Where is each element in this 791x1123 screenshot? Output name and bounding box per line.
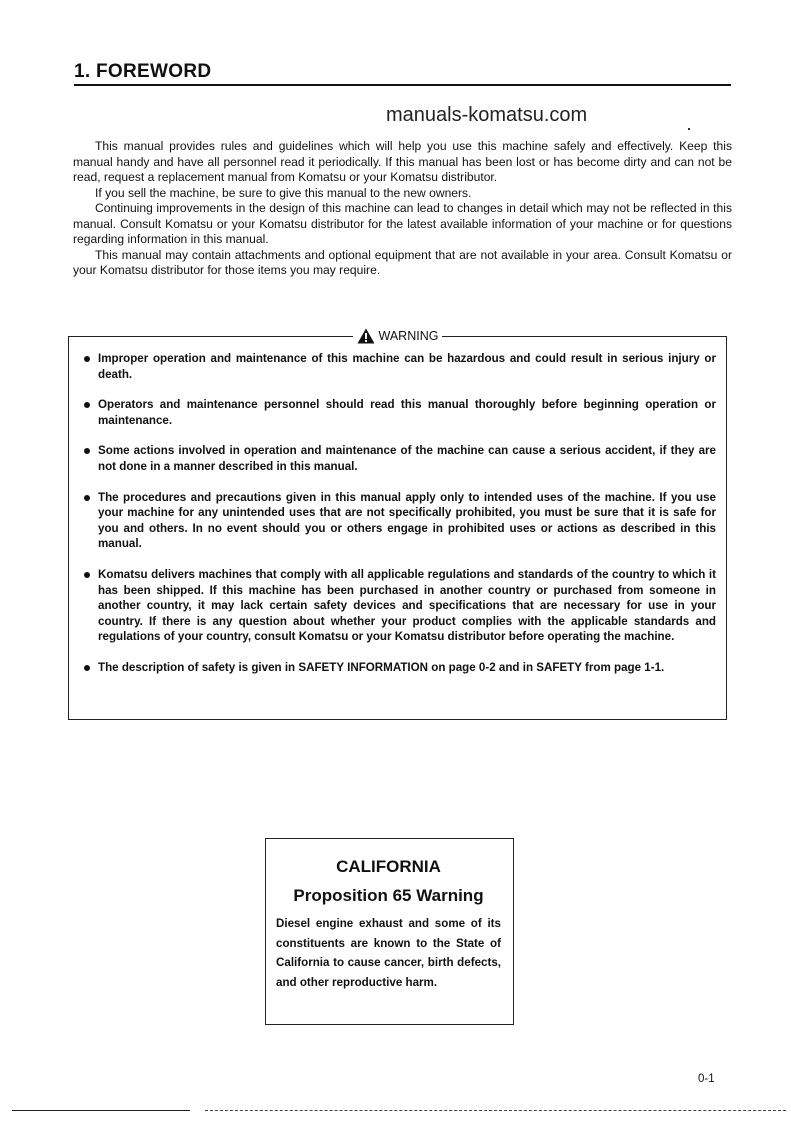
warning-item-text: The description of safety is given in SAFETY INFORMATION on page 0-2 and in SAFETY from page 1-1.: [98, 660, 665, 674]
warning-item-text: Some actions involved in operation and maintenance of the machine can cause a serious accident, if they are not done in a manner described in this manual.: [98, 444, 716, 473]
bullet-icon: [84, 402, 90, 408]
watermark-text: manuals-komatsu.com: [386, 104, 588, 126]
warning-item-text: Komatsu delivers machines that comply with all applicable regulations and standards of the country to which it has been shipped. If this machine has been purchased in another country or purchased from someone in another country, it may lack certain safety devices and specifications that are necessary for use in your country. If there is any question about whether your product complies with the applicable standards and regulations of your country, consult Komatsu or your Komatsu distributor before operating the machine.: [98, 567, 716, 644]
scan-speck: [688, 128, 690, 130]
foreword-text: [73, 139, 732, 279]
footer-rule-dashed: [205, 1110, 786, 1111]
warning-list: [81, 351, 716, 691]
section-heading: [74, 60, 731, 86]
footer-rule: [12, 1110, 190, 1111]
bullet-icon: [84, 572, 90, 578]
warning-item: [81, 660, 716, 676]
bullet-icon: [84, 356, 90, 362]
warning-item: [81, 397, 716, 428]
warning-item: [81, 443, 716, 474]
warning-box: [68, 329, 727, 720]
bullet-icon: [84, 448, 90, 454]
foreword-paragraph: If you sell the machine, be sure to give this manual to the new owners.: [95, 185, 472, 200]
warning-item-text: Improper operation and maintenance of this machine can be hazardous and could result in serious injury or death.: [98, 352, 716, 381]
warning-header: [69, 327, 726, 349]
proposition-65-box: [265, 838, 514, 1025]
bullet-icon: [84, 665, 90, 671]
page-number: 0-1: [698, 1073, 715, 1085]
foreword-paragraph: Continuing improvements in the design of this machine can lead to changes in detail which may not be reflected in this manual. Consult Komatsu or your Komatsu distributor for the latest available information of your machine or for questions regarding information in this manual.: [73, 201, 732, 246]
warning-title: WARNING: [378, 329, 439, 343]
warning-triangle-icon: [357, 328, 375, 344]
proposition-body: Diesel engine exhaust and some of its constituents are known to the State of California to cause cancer, birth defects, and other reproductive harm.: [276, 917, 501, 989]
section-title: 1. FOREWORD: [74, 61, 212, 82]
warning-item-text: Operators and maintenance personnel should read this manual thoroughly before beginning operation or maintenance.: [98, 398, 716, 427]
foreword-paragraph: This manual provides rules and guidelines which will help you use this machine safely and effectively. Keep this manual handy and have all personnel read it periodically. If this manual has been lost or has become dirty and can not be read, request a replacement manual from Komatsu or your Komatsu distributor.: [73, 139, 732, 184]
foreword-paragraph: This manual may contain attachments and optional equipment that are not available in your area. Consult Komatsu or your Komatsu distributor for those items you may require.: [73, 247, 732, 277]
warning-item: [81, 351, 716, 382]
bullet-icon: [84, 495, 90, 501]
warning-item: [81, 567, 716, 645]
warning-item: [81, 490, 716, 552]
proposition-title: Proposition 65 Warning: [293, 886, 484, 905]
proposition-state: CALIFORNIA: [336, 857, 441, 876]
warning-item-text: The procedures and precautions given in this manual apply only to intended uses of the machine. If you use your machine for any unintended uses that are not specifically prohibited, you must be sure that it is safe for you and others. In no event should you or others engage in prohibited uses or actions as described in this manual.: [98, 490, 716, 551]
